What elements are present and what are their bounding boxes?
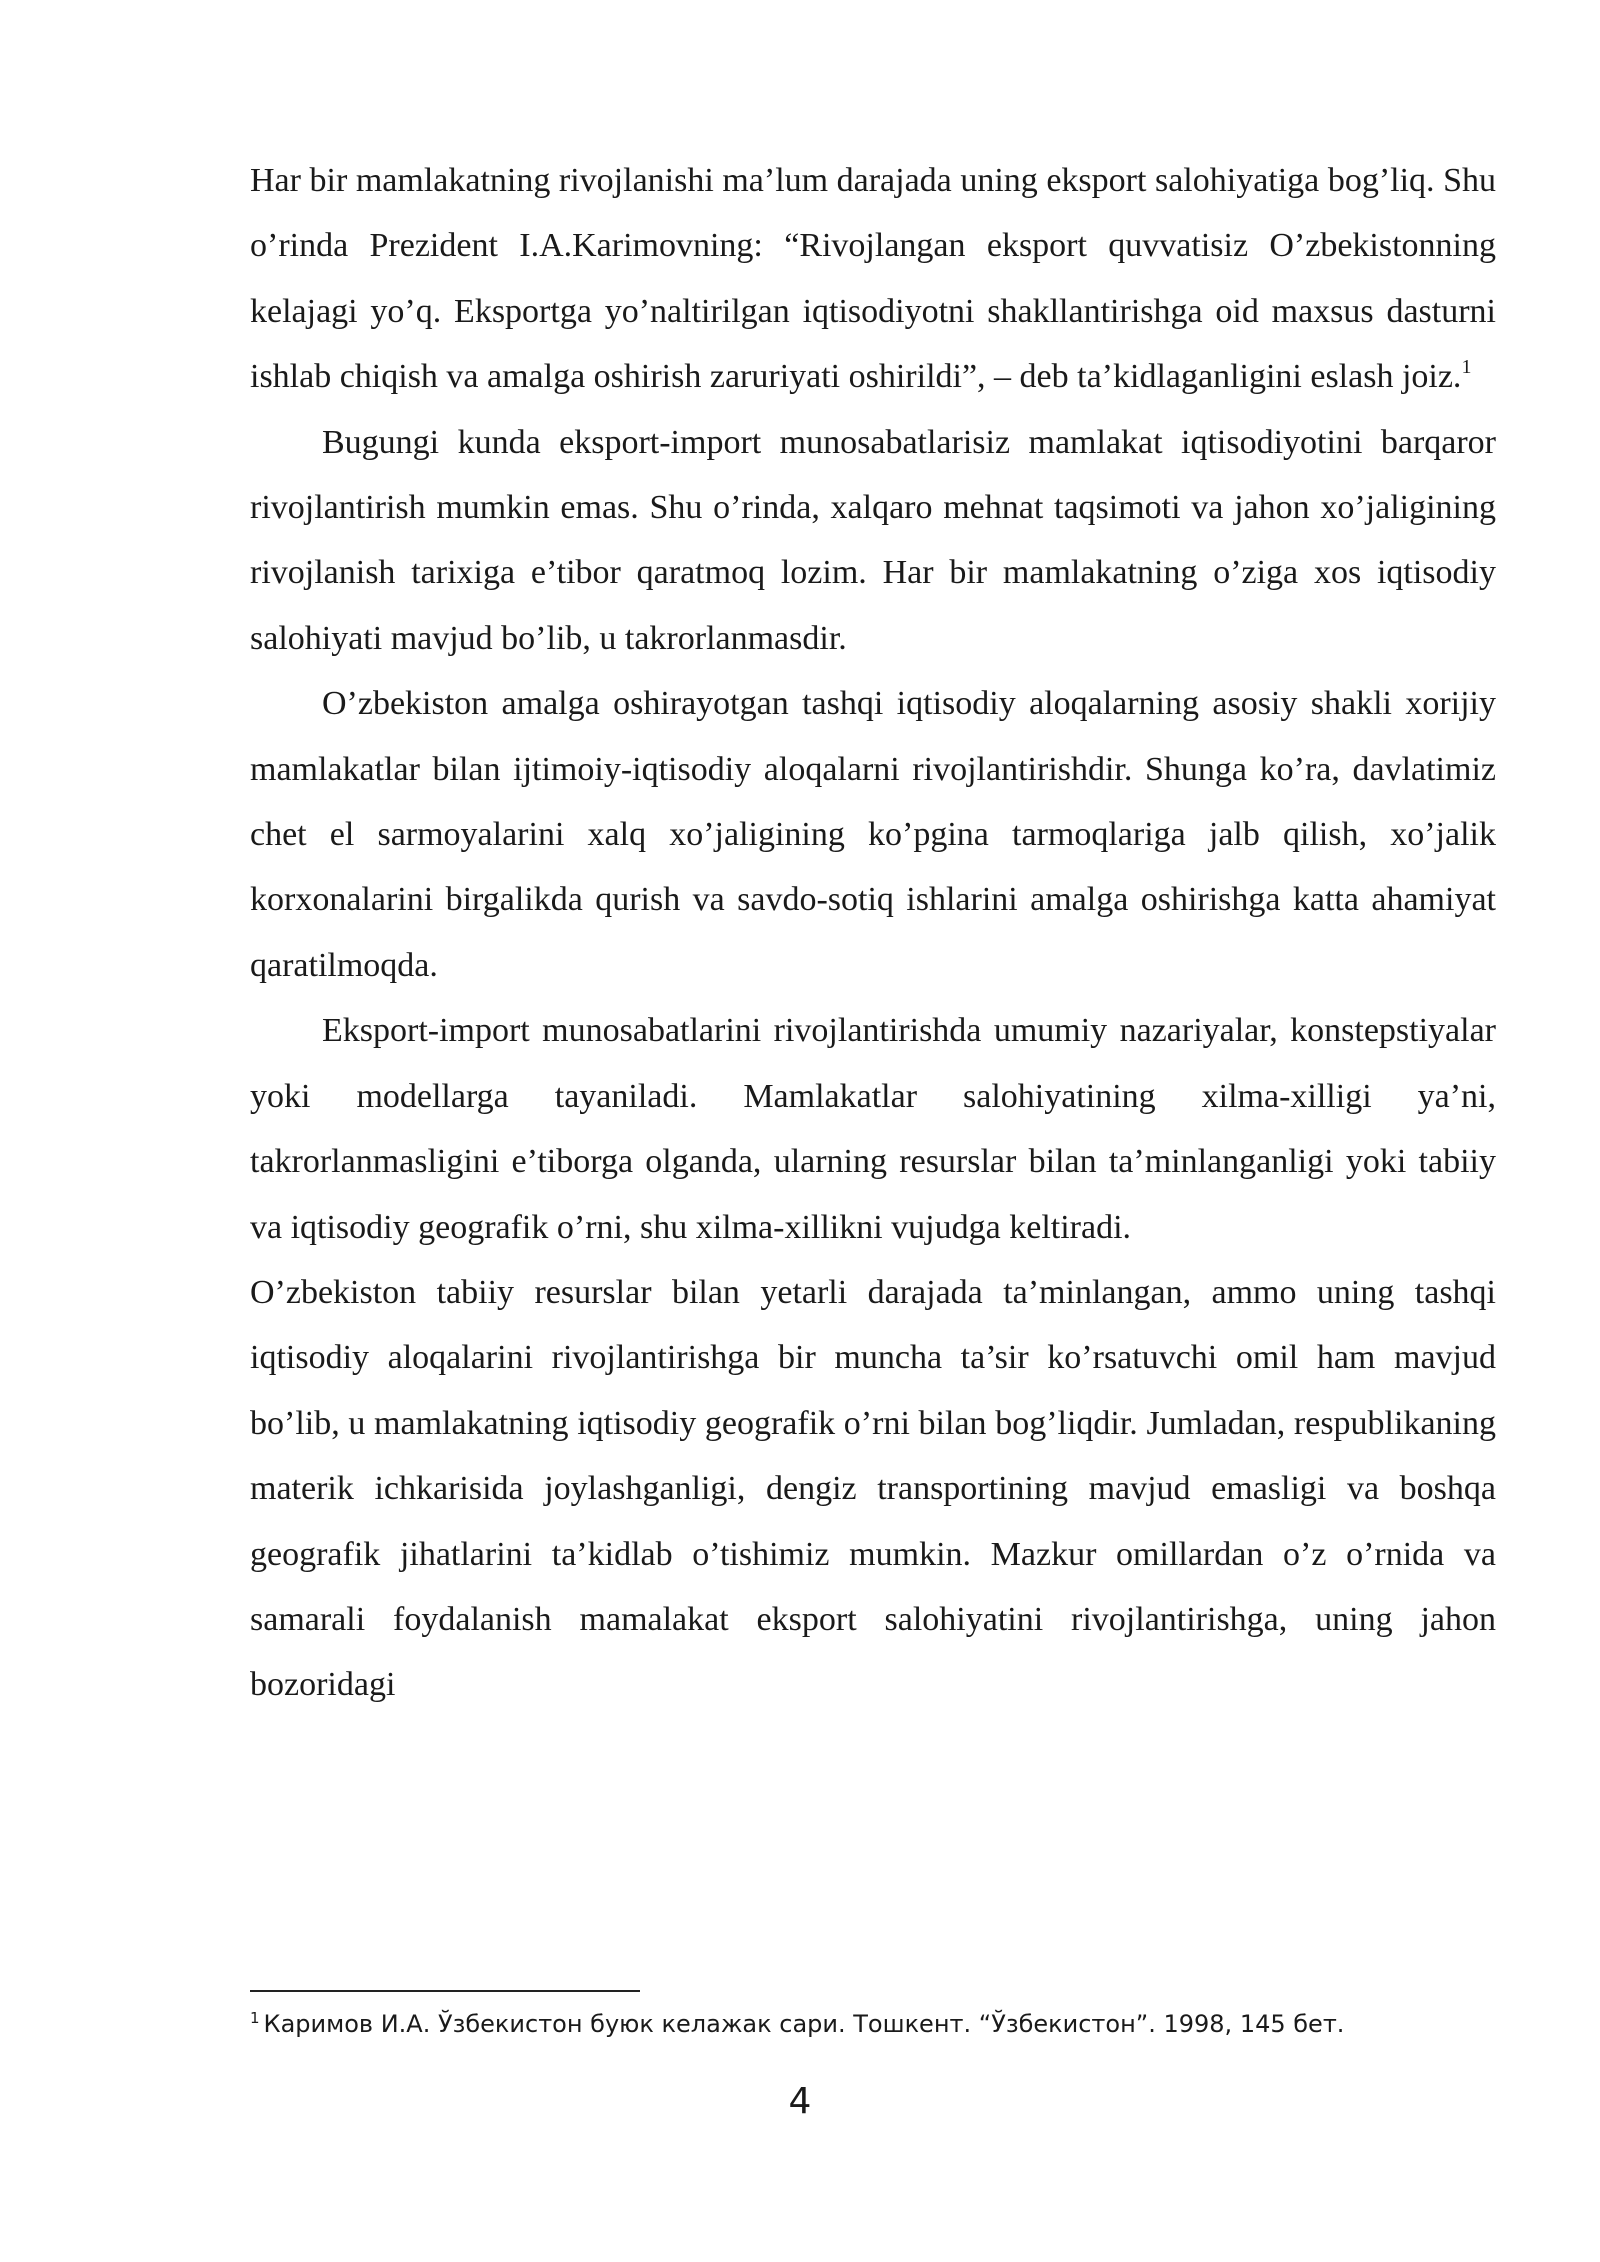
footnote-separator [250, 1990, 640, 1992]
body-text [250, 148, 1496, 1718]
paragraph-3: O’zbekiston amalga oshirayotgan tashqi iqtisodiy aloqalarning asosiy shakli xorijiy mamlakatlar bilan ijtimoiy-iqtisodiy aloqalarni rivojlantirishdir. Shunga ko’ra, davlatimiz chet el sarmoyalarini xalq xo’jaligining ko’pgina tarmoqlariga jalb qilish, xo’jalik korxonalarini birgalikda qurish va savdo-sotiq ishlarini amalga oshirishga katta ahamiyat qaratilmoqda. [250, 685, 1496, 984]
paragraph-4: Eksport-import munosabatlarini rivojlantirishda umumiy nazariyalar, konstepstiyalar yoki modellarga tayaniladi. Mamlakatlar salohiyatining xilma-xilligi ya’ni, takrorlanmasligini e’tiborga olganda, ularning resurslar bilan ta’minlanganligi yoki tabiiy va iqtisodiy geografik o’rni, shu xilma-xillikni vujudga keltiradi. [250, 1012, 1496, 1246]
footnote-text: Каримов И.А. Ўзбекистон буюк келажак сари. Тошкент. “Ўзбекистон”. 1998, 145 бет. [263, 2010, 1345, 2038]
footnote [250, 2006, 1496, 2042]
footnote-number: 1 [250, 2009, 260, 2027]
page-number: 4 [788, 2081, 812, 2122]
paragraph-2: Bugungi kunda eksport-import munosabatlarisiz mamlakat iqtisodiyotini barqaror rivojlantirish mumkin emas. Shu o’rinda, xalqaro mehnat taqsimoti va jahon xo’jaligining rivojlanish tarixiga e’tibor qaratmoq lozim. Har bir mamlakatning o’ziga xos iqtisodiy salohiyati mavjud bo’lib, u takrorlanmasdir. [250, 423, 1496, 657]
footnote-reference: 1 [1461, 356, 1472, 379]
paragraph-1-text: Har bir mamlakatning rivojlanishi ma’lum darajada uning eksport salohiyatiga bog’liq. Shu o’rinda Prezident I.A.Karimovning: “Rivojlangan eksport quvvatisiz O’zbekistonning kelajagi yo’q. Eksportga yo’naltirilgan iqtisodiyotni shakllantirishga oid maxsus dasturni ishlab chiqish va amalga oshirish zaruriyati oshirildi”, – deb ta’kidlaganligini eslash joiz. [250, 162, 1496, 396]
paragraph-5: O’zbekiston tabiiy resurslar bilan yetarli darajada ta’minlangan, ammo uning tashqi iqtisodiy aloqalarini rivojlantirishga bir muncha ta’sir ko’rsatuvchi omil ham mavjud bo’lib, u mamlakatning iqtisodiy geografik o’rni bilan bog’liqdir. Jumladan, respublikaning materik ichkarisida joylashganligi, dengiz transportining mavjud emasligi va boshqa geografik jihatlarini ta’kidlab o’tishimiz mumkin. Mazkur omillardan o’z o’rnida va samarali foydalanish mamalakat eksport salohiyatini rivojlantirishga, uning jahon bozoridagi [250, 1273, 1496, 1704]
paragraph-1 [250, 148, 1496, 410]
